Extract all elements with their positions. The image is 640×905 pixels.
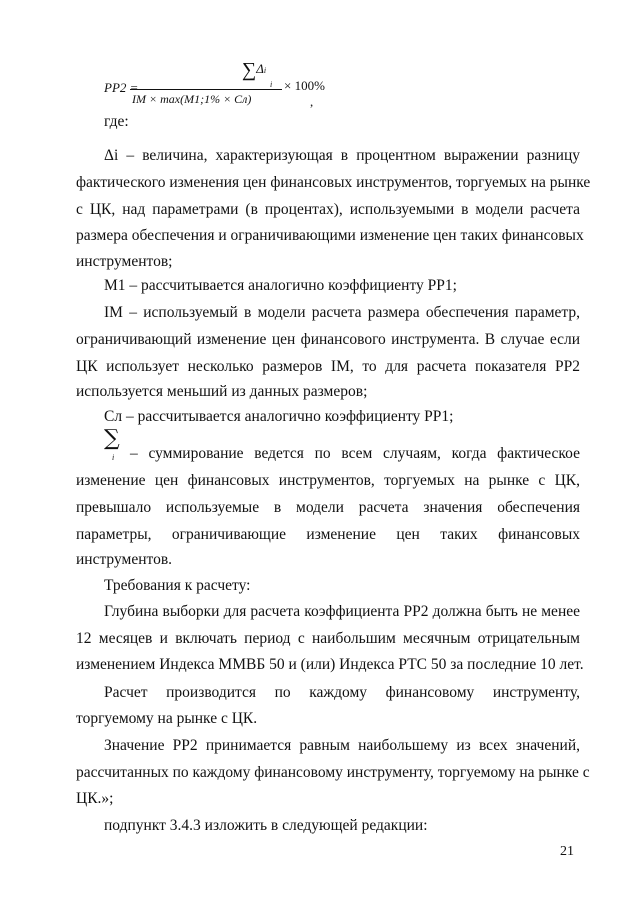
numerator-delta-sub: i: [263, 66, 267, 75]
fraction-bar: [130, 89, 282, 90]
numerator-delta: Δ: [256, 61, 264, 76]
text-line: Значение PP2 принимается равным наибольшему из всех значений,: [104, 737, 580, 754]
text-line: фактического изменения цен финансовых инструментов, торгуемых на рынке: [76, 174, 591, 191]
text-line: Глубина выборки для расчета коэффициента PP2 должна быть не менее: [104, 603, 580, 620]
formula-lhs: PP2 =: [104, 80, 139, 95]
text-line: изменение цен финансовых инструментов, торгуемых на рынке с ЦК,: [76, 472, 580, 489]
formula-multiplier: × 100%: [284, 78, 325, 93]
sum-symbol: ∑: [104, 426, 120, 451]
text-line: параметры, ограничивающие изменение цен таких финансовых: [76, 526, 580, 543]
sum-symbol: ∑: [241, 59, 257, 81]
text-line: торгуемому на рынке с ЦК.: [76, 710, 258, 727]
section-heading: Требования к расчету:: [104, 577, 251, 594]
text-line: размера обеспечения и ограничивающими изменение цен таких финансовых: [76, 227, 584, 244]
page-number: 21: [560, 844, 574, 859]
formula-denominator: IM × max(M1;1% × Cл): [132, 92, 252, 106]
formula-pp2: [104, 56, 364, 116]
formula-comma: ,: [310, 94, 314, 109]
text-line: инструментов;: [76, 253, 173, 270]
text-line: Δi – величина, характеризующая в процентном выражении разницу: [104, 147, 580, 164]
text-line: ЦК.»;: [76, 790, 114, 807]
text-line: инструментов.: [76, 551, 173, 568]
numerator-sum-sub: i: [270, 80, 273, 89]
text-line: – суммирование ведется по всем случаям, когда фактическое: [130, 445, 580, 462]
text-line: Расчет производится по каждому финансовому инструменту,: [104, 684, 580, 701]
text-line: используется меньший из данных размеров;: [76, 383, 368, 400]
text-line: превышало используемые в модели расчета значения обеспечения: [76, 499, 580, 516]
text-line: М1 – рассчитывается аналогично коэффициенту PP1;: [104, 277, 457, 294]
text-line: Сл – рассчитывается аналогично коэффициенту PP1;: [104, 408, 454, 425]
text-line: изменением Индекса ММВБ 50 и (или) Индекса РТС 50 за последние 10 лет.: [76, 656, 584, 673]
sum-subscript: i: [112, 453, 115, 462]
paragraph-where: где:: [104, 113, 129, 130]
text-line: подпункт 3.4.3 изложить в следующей редакции:: [104, 817, 428, 834]
text-line: 12 месяцев и включать период с наибольшим месячным отрицательным: [76, 630, 580, 647]
text-line: ограничивающий изменение цен финансового инструмента. В случае если: [76, 331, 580, 348]
text-line: рассчитанных по каждому финансовому инструменту, торгуемому на рынке с: [76, 764, 590, 781]
text-line: ЦК использует несколько размеров IM, то для расчета показателя PP2: [76, 358, 580, 375]
text-line: IM – используемый в модели расчета размера обеспечения параметр,: [104, 304, 580, 321]
text-line: с ЦК, над параметрами (в процентах), используемыми в модели расчета: [76, 201, 580, 218]
